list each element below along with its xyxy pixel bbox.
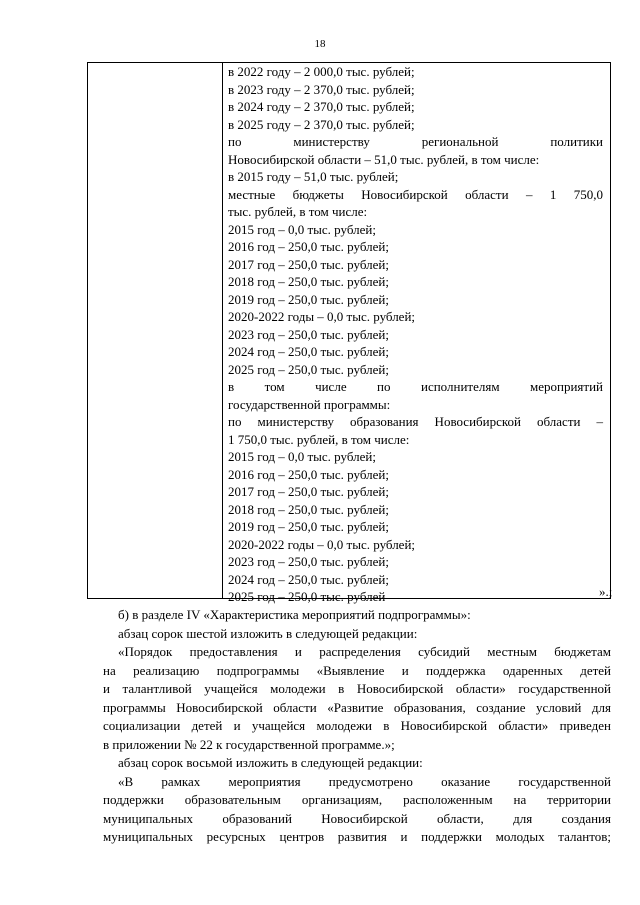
table-cell-line: 2018 год – 250,0 тыс. рублей; xyxy=(228,274,389,289)
body-line: абзац сорок шестой изложить в следующей редакции: xyxy=(118,625,418,641)
table-cell-line: 2023 год – 250,0 тыс. рублей; xyxy=(228,554,389,569)
table-column-divider xyxy=(222,63,223,598)
table-cell-line: 2023 год – 250,0 тыс. рублей; xyxy=(228,326,389,342)
table-cell-line: 2016 год – 250,0 тыс. рублей; xyxy=(228,239,389,254)
table-cell-line: 2015 год – 0,0 тыс. рублей; xyxy=(228,221,376,237)
body-line: «Порядок предоставления и распределения субсидий местным бюджетам xyxy=(118,644,611,659)
table-cell-line: государственной программы: xyxy=(228,396,391,412)
table-cell-line: 2020-2022 годы – 0,0 тыс. рублей; xyxy=(228,309,416,324)
table-cell-line: 2019 год – 250,0 тыс. рублей; xyxy=(228,291,389,307)
table-cell-line: в 2025 году – 2 370,0 тыс. рублей; xyxy=(228,116,415,132)
body-line: социализации детей и учащейся молодежи в Новосибирской области» приведен xyxy=(103,718,611,733)
table-cell-line: в 2022 году – 2 000,0 тыс. рублей; xyxy=(228,64,415,79)
table-cell-line: 2015 год – 0,0 тыс. рублей; xyxy=(228,449,376,464)
table-cell-line: 2017 год – 250,0 тыс. рублей; xyxy=(228,256,389,272)
body-text xyxy=(103,606,611,847)
body-line: абзац сорок восьмой изложить в следующей редакции: xyxy=(118,755,423,770)
body-line: и талантливой учащейся молодежи в Новосибирской области» государственной xyxy=(103,681,611,696)
table-cell-line: в том числе по исполнителям мероприятий xyxy=(228,379,603,394)
body-line: поддержки образовательным организациям, расположенным на территории xyxy=(103,792,611,807)
table-closing-mark: ».; xyxy=(599,584,613,599)
page-number: 18 xyxy=(314,38,326,50)
body-line: «В рамках мероприятия предусмотрено оказание государственной xyxy=(118,773,611,789)
body-line: на реализацию подпрограммы «Выявление и поддержка одаренных детей xyxy=(103,662,611,678)
table-cell-line: 2025 год – 250,0 тыс. рублей xyxy=(228,589,386,604)
table-cell-line: 1 750,0 тыс. рублей, в том числе: xyxy=(228,431,410,447)
table-cell-line: 2018 год – 250,0 тыс. рублей; xyxy=(228,501,389,517)
body-line: б) в разделе IV «Характеристика мероприятий подпрограммы»: xyxy=(118,607,471,622)
body-line: муниципальных образований Новосибирской области, для создания xyxy=(103,810,611,826)
body-line: программы Новосибирской области «Развитие образования, создание условий для xyxy=(103,699,611,715)
table-cell-line: 2025 год – 250,0 тыс. рублей; xyxy=(228,361,389,377)
table-cell-line: по министерству образования Новосибирской области – xyxy=(228,414,603,429)
table-cell-line: в 2015 году – 51,0 тыс. рублей; xyxy=(228,169,399,184)
table-cell-line: местные бюджеты Новосибирской области – 1 750,0 xyxy=(228,186,603,202)
financing-table xyxy=(87,62,611,604)
table-cell-line: 2020-2022 годы – 0,0 тыс. рублей; xyxy=(228,536,416,552)
table-cell-line: 2024 год – 250,0 тыс. рублей; xyxy=(228,344,389,359)
table-cell-line: 2017 год – 250,0 тыс. рублей; xyxy=(228,484,389,499)
table-cell-line: в 2023 году – 2 370,0 тыс. рублей; xyxy=(228,81,415,97)
table-right-cell xyxy=(228,63,603,606)
body-line: в приложении № 22 к государственной программе.»; xyxy=(103,736,395,752)
table-cell-line: Новосибирской области – 51,0 тыс. рублей, в том числе: xyxy=(228,151,540,167)
table-cell-line: 2019 год – 250,0 тыс. рублей; xyxy=(228,519,389,534)
table-cell-line: тыс. рублей, в том числе: xyxy=(228,204,368,219)
table-cell-line: по министерству региональной политики xyxy=(228,134,603,149)
table-cell-line: в 2024 году – 2 370,0 тыс. рублей; xyxy=(228,99,415,114)
table-cell-line: 2016 год – 250,0 тыс. рублей; xyxy=(228,466,389,482)
body-line: муниципальных ресурсных центров развития и поддержки молодых талантов; xyxy=(103,829,611,844)
table-cell-line: 2024 год – 250,0 тыс. рублей; xyxy=(228,571,389,587)
